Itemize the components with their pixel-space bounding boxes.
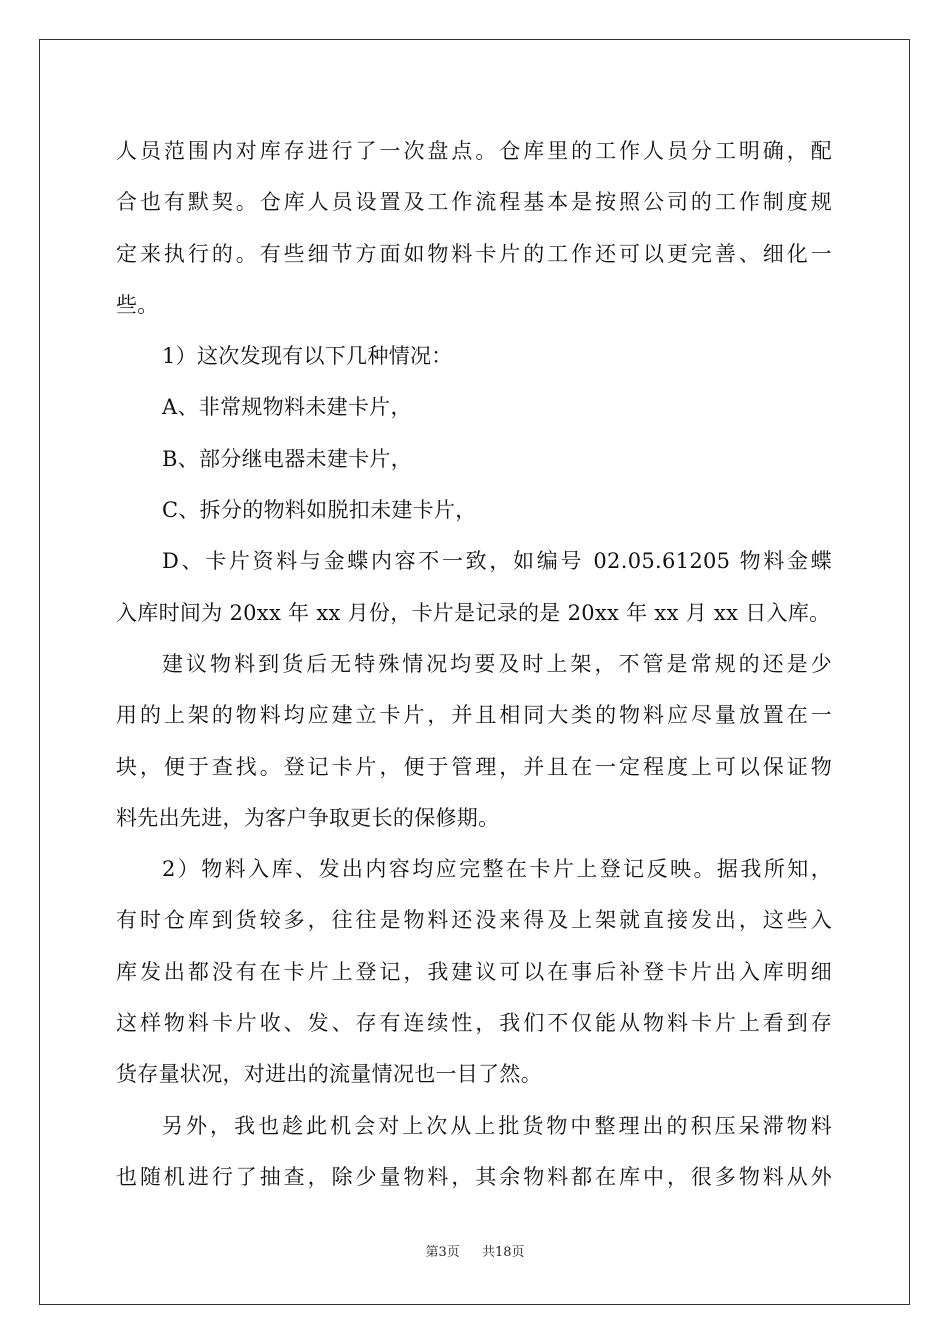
text-line: 料先出先进，为客户争取更长的保修期。	[116, 805, 500, 830]
text-line: 1）这次发现有以下几种情况：	[162, 344, 453, 369]
text-line: A、非常规物料未建卡片，	[162, 395, 412, 420]
text-line: 用的上架的物料均应建立卡片，并且相同大类的物料应尽量放置在一	[116, 703, 832, 728]
text-line: 入库时间为 20xx 年 xx 月份，卡片是记录的是 20xx 年 xx 月 xx 日入库。	[116, 600, 831, 625]
text-line: 合也有默契。仓库人员设置及工作流程基本是按照公司的工作制度规	[116, 190, 832, 215]
page-number: 第3页	[425, 1245, 460, 1260]
text-line: 有时仓库到货较多，往往是物料还没来得及上架就直接发出，这些入	[116, 908, 832, 933]
text-line: 另外，我也趁此机会对上次从上批货物中整理出的积压呆滞物料	[162, 1113, 832, 1138]
text-line: 人员范围内对库存进行了一次盘点。仓库里的工作人员分工明确，配	[116, 139, 832, 163]
document-body	[116, 131, 832, 1208]
text-line: C、拆分的物料如脱扣未建卡片，	[162, 498, 477, 523]
page-footer	[0, 1241, 950, 1260]
text-line: 货存量状况，对进出的流量情况也一目了然。	[116, 1062, 542, 1087]
text-line: 定来执行的。有些细节方面如物料卡片的工作还可以更完善、细化一	[116, 241, 832, 266]
text-line: 也随机进行了抽查，除少量物料，其余物料都在库中，很多物料从外	[116, 1164, 832, 1189]
text-line: 2）物料入库、发出内容均应完整在卡片上登记反映。据我所知，	[162, 857, 832, 882]
text-line: 库发出都没有在卡片上登记，我建议可以在事后补登卡片出入库明细	[116, 959, 832, 984]
text-line: D、卡片资料与金蝶内容不一致，如编号 02.05.61205 物料金蝶	[162, 549, 832, 574]
text-line: B、部分继电器未建卡片，	[162, 446, 413, 471]
text-line: 建议物料到货后无特殊情况均要及时上架，不管是常规的还是少	[162, 651, 832, 676]
text-line: 这样物料卡片收、发、存有连续性，我们不仅能从物料卡片上看到存	[116, 1011, 832, 1036]
text-line: 些。	[116, 292, 159, 317]
text-line: 块，便于查找。登记卡片，便于管理，并且在一定程度上可以保证物	[116, 754, 832, 779]
page-total: 共18页	[482, 1245, 525, 1260]
